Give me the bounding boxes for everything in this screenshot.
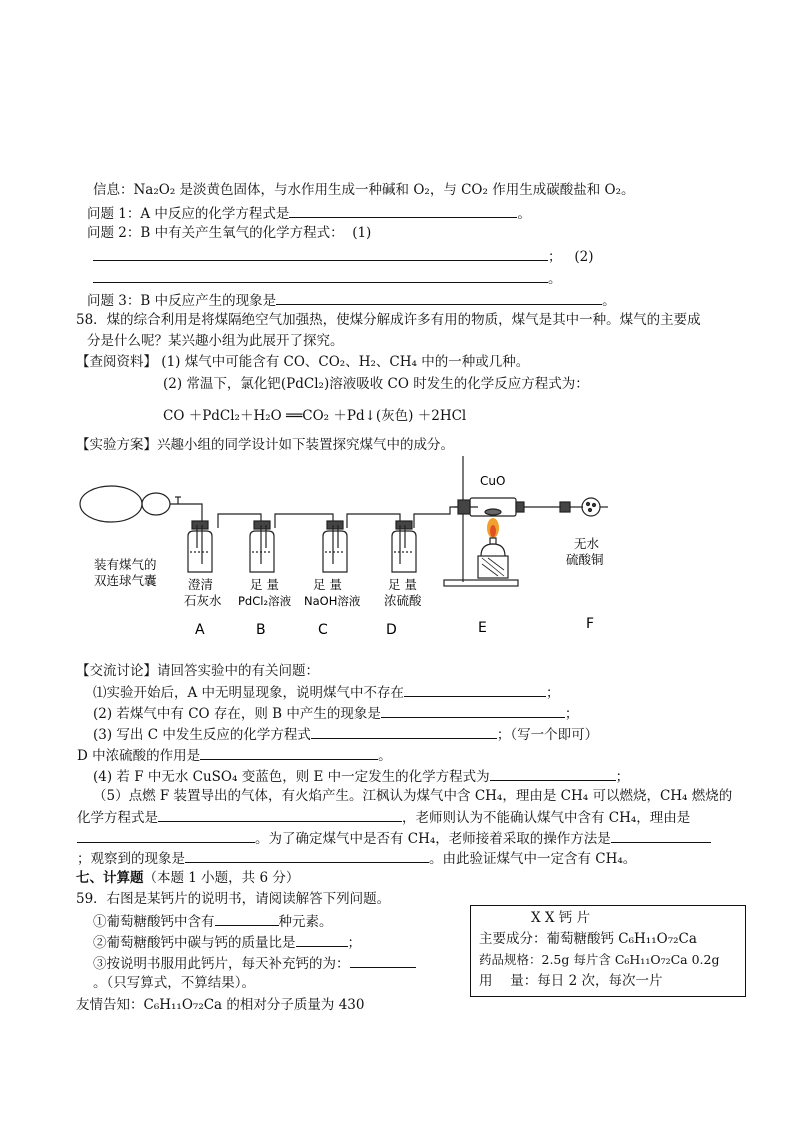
answer-blank[interactable] xyxy=(185,848,429,863)
letter-e: E xyxy=(478,620,487,636)
answer-blank[interactable] xyxy=(93,268,548,283)
bottle-d-text-2: 浓硫酸 xyxy=(384,593,422,608)
answer-blank[interactable] xyxy=(200,745,378,760)
answer-blank[interactable] xyxy=(311,724,497,739)
bottle-c-text-1: 足 量 xyxy=(313,577,342,592)
question-3: 问题 3：B 中反应产生的现象是 。 xyxy=(87,290,616,310)
answer-blank[interactable] xyxy=(381,703,565,718)
answer-blank[interactable] xyxy=(289,203,517,218)
d5b: 化学方程式是 ，老师则认为不能确认煤气中含有 CH₄，理由是 xyxy=(77,807,690,827)
question-2-line3: 。 xyxy=(93,268,562,288)
calc-title: 七、计算题（本题 1 小题，共 6 分） xyxy=(76,870,300,886)
discuss-title: 【交流讨论】请回答实验中的有关问题： xyxy=(76,663,319,679)
answer-blank[interactable] xyxy=(611,828,711,843)
apparatus-diagram xyxy=(78,452,638,644)
answer-blank[interactable] xyxy=(296,932,348,947)
letter-c: C xyxy=(318,622,328,638)
bottle-c xyxy=(323,521,347,572)
answer-blank[interactable] xyxy=(404,682,546,697)
d5c: 。为了确定煤气中是否有 CH₄，老师接着采取的操作方法是 xyxy=(77,828,711,848)
bulb-large xyxy=(80,486,142,522)
d1: ⑴实验开始后，A 中无明显现象，说明煤气中不存在 ； xyxy=(93,682,560,702)
equation: CO ＋PdCl₂＋H₂O ══CO₂ ＋Pd↓(灰色) ＋2HCl xyxy=(163,408,467,424)
letter-a: A xyxy=(195,622,205,638)
answer-blank[interactable] xyxy=(77,828,255,843)
data-section: 【查阅资料】 (1) 煤气中可能含有 CO、CO₂、H₂、CH₄ 中的一种或几种。 xyxy=(76,354,530,370)
c1: ①葡萄糖酸钙中含有 种元素。 xyxy=(93,911,333,931)
letter-d: D xyxy=(386,622,397,638)
bag-label-1: 装有煤气的 xyxy=(94,557,157,572)
alcohol-lamp xyxy=(478,518,508,578)
p59: 59．右图是某钙片的说明书，请阅读解答下列问题。 xyxy=(76,891,391,907)
plan: 【实验方案】兴趣小组的同学设计如下装置探究煤气中的成分。 xyxy=(76,437,454,453)
bag-label-2: 双连球气囊 xyxy=(94,573,157,588)
box-spec: 药品规格：2.5g 每片含 C₆H₁₁O₇₂Ca 0.2g xyxy=(479,952,720,967)
answer-blank[interactable] xyxy=(276,290,602,305)
answer-blank[interactable] xyxy=(490,766,616,781)
d2: (2) 若煤气中有 CO 存在，则 B 中产生的现象是 ； xyxy=(93,703,578,723)
question-2-line2: ； (2) xyxy=(93,246,594,266)
letter-b: B xyxy=(256,622,266,638)
d4: (4) 若 F 中无水 CuSO₄ 变蓝色，则 E 中一定发生的化学方程式为 ； xyxy=(93,766,629,786)
d5a: （5）点燃 F 装置导出的气体，有火焰产生。江枫认为煤气中含 CH₄，理由是 CH₄ 可以燃烧，CH₄ 燃烧的 xyxy=(93,788,733,804)
question-2: 问题 2：B 中有关产生氧气的化学方程式： (1) xyxy=(87,225,372,241)
combustion-tube xyxy=(470,498,560,516)
bottle-a-text-2: 石灰水 xyxy=(184,593,222,608)
data-item-2: (2) 常温下，氯化钯(PdCl₂)溶液吸收 CO 时发生的化学反应方程式为： xyxy=(163,376,589,392)
bulb-small xyxy=(142,493,170,515)
answer-blank[interactable] xyxy=(215,911,279,926)
d3c: D 中浓硫酸的作用是 。 xyxy=(77,745,392,765)
c3b: 。（只写算式，不算结果）。 xyxy=(93,975,255,991)
c2: ②葡萄糖酸钙中碳与钙的质量比是 ； xyxy=(93,932,361,952)
answer-blank[interactable] xyxy=(350,953,416,968)
f-label-2: 硫酸铜 xyxy=(566,552,604,567)
bottle-c-text-2: NaOH溶液 xyxy=(304,594,361,608)
answer-blank[interactable] xyxy=(93,246,548,261)
p58-line2: 分是什么呢？某兴趣小组为此展开了探究。 xyxy=(87,333,344,349)
c3: ③按说明书服用此钙片，每天补充钙的为： xyxy=(93,953,416,973)
drying-tube xyxy=(560,498,608,516)
bottle-a-text-1: 澄清 xyxy=(188,577,214,592)
info-text: 信息：Na₂O₂ 是淡黄色固体，与水作用生成一种碱和 O₂，与 CO₂ 作用生成碳酸盐和 O₂。 xyxy=(93,182,635,198)
p58-line1: 58．煤的综合利用是将煤隔绝空气加强热，使煤分解成许多有用的物质，煤气是其中一种。煤气的主要成 xyxy=(76,312,701,328)
bottle-b-text-2: PdCl₂溶液 xyxy=(238,594,292,608)
cuo-label: CuO xyxy=(480,474,506,488)
bottle-a xyxy=(188,521,212,572)
bottle-b-text-1: 足 量 xyxy=(250,577,279,592)
d3: (3) 写出 C 中发生反应的化学方程式 ；（写一个即可） xyxy=(93,724,598,744)
calcium-label-box xyxy=(470,905,746,997)
bottle-b xyxy=(250,521,274,572)
box-ingredient: 主要成分：葡萄糖酸钙 C₆H₁₁O₇₂Ca xyxy=(479,931,697,947)
hint: 友情告知：C₆H₁₁O₇₂Ca 的相对分子质量为 430 xyxy=(76,997,365,1013)
letter-f: F xyxy=(586,616,595,632)
answer-blank[interactable] xyxy=(158,807,402,822)
question-1: 问题 1：A 中反应的化学方程式是 。 xyxy=(87,203,531,223)
bottle-d xyxy=(392,521,416,572)
f-label-1: 无水 xyxy=(574,536,600,551)
box-title: X X 钙 片 xyxy=(531,910,591,926)
d5d: ；观察到的现象是 。由此验证煤气中一定含有 CH₄。 xyxy=(77,848,636,868)
bottle-d-text-1: 足 量 xyxy=(388,577,417,592)
box-usage: 用 量：每日 2 次，每次一片 xyxy=(479,973,663,989)
